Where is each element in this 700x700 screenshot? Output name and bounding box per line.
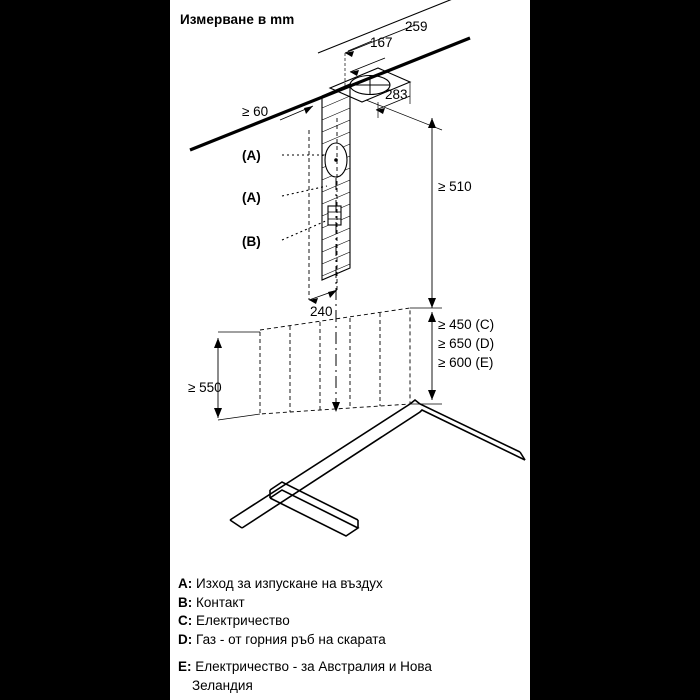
dim-min550	[214, 332, 260, 420]
label-min600e: ≥ 600 (E)	[438, 355, 494, 370]
legend-item-e	[178, 658, 523, 677]
page-title: Измерване в mm	[180, 12, 295, 27]
legend-item-b	[178, 594, 523, 613]
label-min550: ≥ 550	[188, 380, 222, 395]
label-min450c: ≥ 450 (C)	[438, 317, 495, 332]
legend-text-e: Електричество - за Австралия и Нова	[195, 659, 432, 674]
legend-text-d: Газ - от горния ръб на скарата	[196, 631, 386, 647]
dim-240	[309, 290, 337, 304]
callout-leaders	[282, 155, 328, 240]
callout-a-2: (A)	[242, 190, 261, 205]
dim-min510	[350, 84, 442, 308]
legend-key-a: A:	[178, 576, 193, 591]
legend-key-b: B:	[178, 594, 193, 610]
ceiling-line	[190, 38, 470, 150]
label-min650d: ≥ 650 (D)	[438, 336, 495, 351]
legend	[178, 575, 523, 695]
callout-b-1: (B)	[242, 234, 261, 249]
legend-key-d: D:	[178, 631, 193, 647]
label-min60: ≥ 60	[242, 104, 269, 119]
legend-item-c	[178, 612, 523, 631]
legend-key-c: C:	[178, 613, 193, 628]
hob-outline	[260, 308, 410, 414]
label-283: 283	[385, 87, 408, 102]
legend-text-e-line2: Зеландия	[192, 677, 253, 693]
worktop	[230, 400, 525, 536]
callout-a-1: (A)	[242, 148, 261, 163]
legend-spacer	[178, 649, 523, 658]
legend-text-a: Изход за изпускане на въздух	[196, 576, 383, 591]
legend-key-e: E:	[178, 659, 192, 674]
label-259: 259	[405, 19, 428, 34]
legend-text-b: Контакт	[196, 594, 245, 610]
legend-item-d	[178, 631, 523, 650]
label-167: 167	[370, 35, 393, 50]
legend-item-e-cont	[178, 677, 523, 696]
legend-item-a	[178, 575, 523, 594]
label-min510: ≥ 510	[438, 179, 472, 194]
legend-text-c: Електричество	[196, 613, 290, 628]
label-240: 240	[310, 304, 333, 319]
